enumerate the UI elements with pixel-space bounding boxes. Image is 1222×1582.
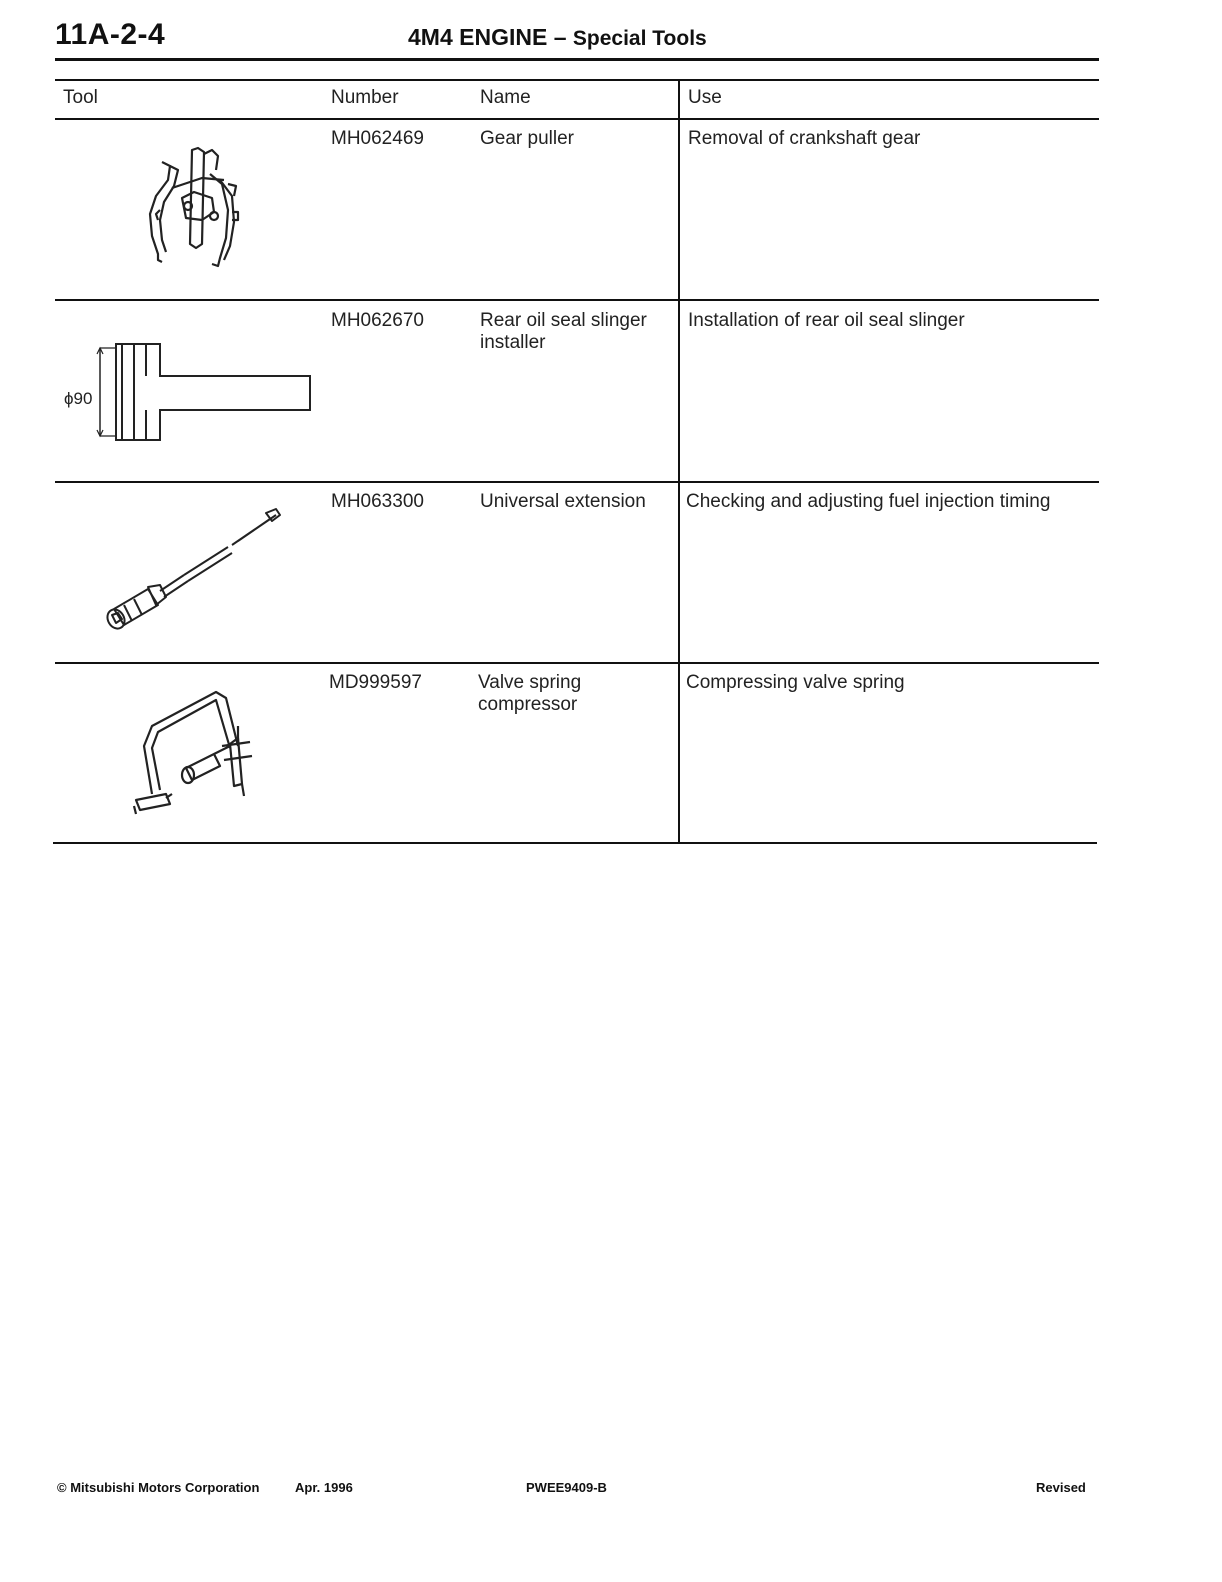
tool-name: Universal extension — [480, 491, 646, 512]
title-main: 4M4 ENGINE — [408, 24, 548, 50]
table-top-rule — [55, 79, 1099, 81]
footer-copyright: © Mitsubishi Motors Corporation — [57, 1480, 260, 1495]
universal-extension-icon — [98, 505, 288, 640]
table-bottom-rule — [53, 842, 1097, 844]
gear-puller-icon — [132, 140, 252, 280]
tool-use: Compressing valve spring — [686, 672, 905, 693]
footer-code: PWEE9409-B — [526, 1480, 607, 1495]
title-dash: – — [547, 24, 573, 50]
column-header-name: Name — [480, 87, 531, 108]
tool-number: MH063300 — [331, 491, 424, 512]
page-number: 11A-2-4 — [55, 18, 166, 51]
column-header-tool: Tool — [63, 87, 98, 108]
row-divider — [55, 299, 1099, 301]
footer-status: Revised — [1036, 1480, 1086, 1495]
title-sub: Special Tools — [572, 27, 707, 50]
header-row-rule — [55, 118, 1099, 120]
tool-number: MH062670 — [331, 310, 424, 331]
dimension-label: ϕ90 — [64, 389, 93, 408]
column-divider — [678, 80, 680, 843]
tool-use: Checking and adjusting fuel injection timing — [686, 491, 1051, 512]
oil-seal-slinger-installer-icon — [94, 336, 316, 446]
tool-use: Installation of rear oil seal slinger — [688, 310, 965, 331]
tool-number: MH062469 — [331, 128, 424, 149]
row-divider — [55, 481, 1099, 483]
tool-use: Removal of crankshaft gear — [688, 128, 921, 149]
column-header-use: Use — [688, 87, 722, 108]
tool-number: MD999597 — [329, 672, 422, 693]
column-header-number: Number — [331, 87, 399, 108]
row-divider — [55, 662, 1099, 664]
page-title — [408, 24, 707, 51]
tool-name: Gear puller — [480, 128, 574, 149]
tool-name: Rear oil seal slinger installer — [480, 310, 647, 353]
valve-spring-compressor-icon — [126, 686, 266, 818]
footer-date: Apr. 1996 — [295, 1480, 353, 1495]
header-rule — [55, 58, 1099, 61]
tool-name: Valve spring compressor — [478, 672, 582, 715]
